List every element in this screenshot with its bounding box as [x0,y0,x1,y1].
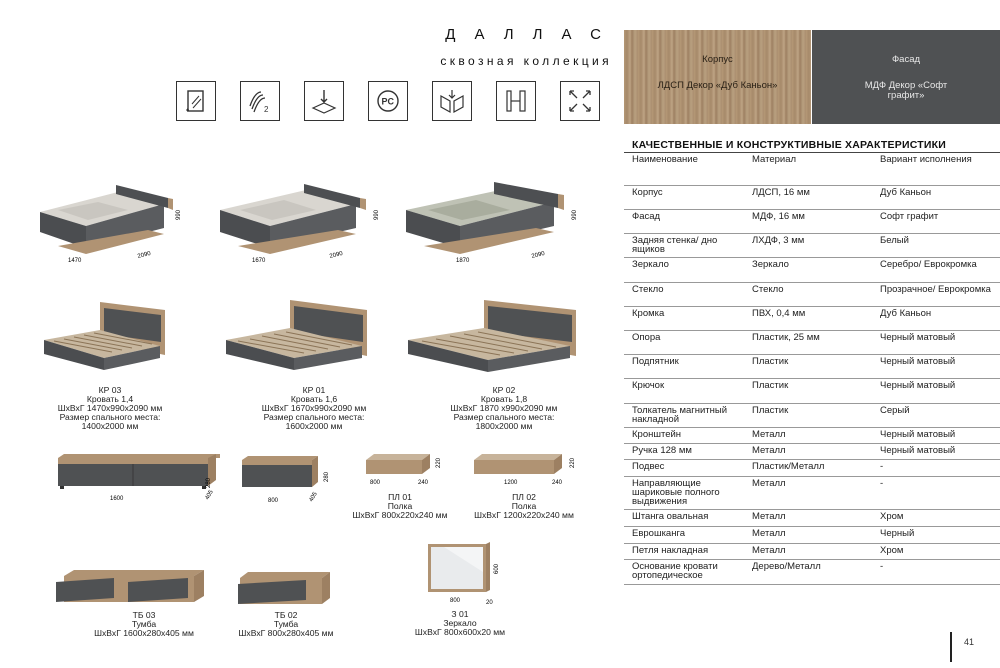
bed-dim-depth: 2090 [329,250,344,260]
spec-cell: ЛДСП, 16 мм [744,186,872,210]
bed-code: КР 02 [492,385,516,395]
mirror-caption [400,610,520,637]
feature-icons [176,81,600,121]
spec-cell: Пластик, 25 мм [744,331,872,355]
shelf-render-2 [470,450,582,492]
spec-cell: Петля накладная [624,544,744,560]
spec-cell: Зеркало [624,258,744,283]
bed-code: КР 01 [302,385,326,395]
spec-row [624,527,1000,544]
spec-row [624,444,1000,460]
spec-header-cell: Материал [744,153,872,186]
spec-table [624,152,1000,585]
spec-cell: Кронштейн [624,428,744,444]
spec-cell: ПВХ, 0,4 мм [744,307,872,331]
svg-text:PC: PC [381,96,395,107]
spec-row [624,379,1000,404]
shelf-size: ШхВхГ 800х220х240 мм [352,510,448,520]
spec-cell: Металл [744,444,872,460]
tv-dim-height-1-wrap [198,460,218,500]
spec-row [624,210,1000,234]
spec-header-cell: Вариант исполнения [872,153,1000,186]
tv-dim-depth: 405 [204,489,215,501]
spec-cell: Еврошканга [624,527,744,544]
mirror-size: ШхВхГ 800х600х20 мм [414,627,506,637]
tv-dim-height: 280 [324,471,330,482]
spec-cell: Дуб Каньон [872,307,1000,331]
bed-dim-depth: 2090 [137,250,152,260]
bed-dim-height: 990 [176,209,182,220]
bed-sleep-size: 1800х2000 мм [475,421,533,431]
tv-dim-height: 280 [206,477,212,488]
spec-cell: Стекло [744,283,872,307]
body-swatch [624,30,811,124]
shelf-size: ШхВхГ 1200х220х240 мм [474,510,574,520]
mirror-dim-height: 600 [494,563,500,574]
shelf-dim-width: 800 [370,480,381,486]
shelf-dim-depth: 240 [418,480,429,486]
bed-code: КР 03 [98,385,122,395]
facade-swatch-label: Фасад [891,54,921,65]
tv-unit-render-1 [50,452,220,504]
tv-dim-width: 1600 [110,496,124,502]
shelf-dim-width: 1200 [504,480,518,486]
bed-render-2 [218,180,388,265]
bed-render-1 [38,180,188,265]
spec-cell: Черный матовый [872,444,1000,460]
tv-name: Тумба [273,619,299,629]
bed-sleep-label: Размер спального места: [453,412,555,422]
spec-cell: Металл [744,510,872,527]
spec-cell: Стекло [624,283,744,307]
shelf-render-1 [360,450,455,492]
spec-row [624,258,1000,283]
tv-dim-width: 800 [268,498,279,504]
tv-dim-depth: 405 [308,491,319,503]
spec-cell: Металл [744,527,872,544]
bed-sleep-label: Размер спального места: [59,412,161,422]
bed-frame-3 [404,298,584,375]
tv-unit-open-2 [236,572,336,612]
spec-cell: Подвес [624,460,744,477]
spec-cell: Пластик [744,355,872,379]
tv-unit-open-1 [54,568,214,610]
collection-title: ДАЛЛАС [445,26,620,43]
spec-cell: Подпятник [624,355,744,379]
bed-dim-height: 990 [572,209,578,220]
spec-header-cell: Наименование [624,153,744,186]
spec-cell: Пластик/Металл [744,460,872,477]
shelf-dim-height: 220 [436,457,442,468]
spec-row [624,460,1000,477]
tv-code: ТБ 02 [274,610,298,620]
bed-caption-2 [244,386,384,431]
facade-swatch [812,30,1000,124]
bed-dim-width: 1870 [456,258,470,264]
facade-swatch-value: МДФ Декор «Софт графит» [864,80,948,101]
spec-row [624,234,1000,258]
bed-name: Кровать 1,4 [86,394,134,404]
spec-cell: Белый [872,234,1000,258]
bed-sleep-label: Размер спального места: [263,412,365,422]
tv-code: ТБ 03 [132,610,156,620]
tv-name: Тумба [131,619,157,629]
bed-dim-width: 1670 [252,258,266,264]
spec-cell: - [872,477,1000,510]
spec-cell: - [872,560,1000,585]
mirror-icon [432,81,472,121]
body-swatch-label: Корпус [702,54,733,65]
bed-caption-1 [40,386,180,431]
door-hinge-icon [496,81,536,121]
spec-cell: Толкатель магнитный накладной [624,404,744,428]
spec-cell: Корпус [624,186,744,210]
spec-cell: Черный матовый [872,379,1000,404]
shelf-code: ПЛ 02 [512,492,536,502]
spec-cell: Направляющие шариковые полного выдвижения [624,477,744,510]
spec-cell: Софт графит [872,210,1000,234]
spec-cell: Кромка [624,307,744,331]
mirror-dim-depth: 20 [486,600,493,606]
spec-title: КАЧЕСТВЕННЫЕ И КОНСТРУКТИВНЫЕ ХАРАКТЕРИСТИКИ [632,139,946,151]
spec-row [624,428,1000,444]
spec-cell: Пластик [744,404,872,428]
spec-row [624,355,1000,379]
spec-cell: Опора [624,331,744,355]
glass-icon [176,81,216,121]
spec-cell: Черный [872,527,1000,544]
bed-frame-1 [40,300,175,375]
spec-cell: Прозрачное/ Еврокромка [872,283,1000,307]
page-divider [950,632,952,662]
spec-row [624,510,1000,527]
lamination-e2-icon [240,81,280,121]
spec-row [624,544,1000,560]
bed-size: ШхВхГ 1470х990х2090 мм [57,403,163,413]
tv-caption-2 [226,611,346,638]
spec-cell: Черный матовый [872,355,1000,379]
spec-cell: Пластик [744,379,872,404]
shelf-caption-2 [468,493,580,520]
spec-row [624,283,1000,307]
mirror-render [424,542,504,610]
spec-cell: Ручка 128 мм [624,444,744,460]
bed-sleep-size: 1600х2000 мм [285,421,343,431]
spec-row [624,307,1000,331]
edge-banding-icon [304,81,344,121]
spec-cell: Металл [744,544,872,560]
spec-cell: Серый [872,404,1000,428]
spec-cell: Дерево/Металл [744,560,872,585]
spec-cell: ЛХДФ, 3 мм [744,234,872,258]
bed-frame-2 [222,298,377,375]
spec-cell: МДФ, 16 мм [744,210,872,234]
spec-cell: Металл [744,428,872,444]
shelf-code: ПЛ 01 [388,492,412,502]
bed-caption-3 [434,386,574,431]
tv-size: ШхВхГ 1600х280х405 мм [94,628,194,638]
bed-sleep-size: 1400х2000 мм [81,421,139,431]
spec-cell: Фасад [624,210,744,234]
spec-cell: Задняя стенка/ дно ящиков [624,234,744,258]
bed-size: ШхВхГ 1870 х990х2090 мм [450,403,558,413]
spec-cell: Серебро/ Еврокромка [872,258,1000,283]
assembly-icon [560,81,600,121]
spec-cell: Хром [872,544,1000,560]
mirror-dim-width: 800 [450,598,461,604]
spec-cell: Зеркало [744,258,872,283]
bed-dim-depth: 2090 [531,250,546,260]
tv-unit-render-2 [238,456,338,506]
spec-cell: Штанга овальная [624,510,744,527]
body-swatch-value: ЛДСП Декор «Дуб Каньон» [657,80,778,91]
spec-row [624,404,1000,428]
bed-render-3 [404,178,584,266]
bed-name: Кровать 1,8 [480,394,528,404]
bed-dim-height: 990 [374,209,380,220]
mirror-code: З 01 [451,609,469,619]
tv-caption-1 [84,611,204,638]
spec-row [624,477,1000,510]
spec-cell: - [872,460,1000,477]
shelf-dim-depth: 240 [552,480,563,486]
bed-dim-width: 1470 [68,258,82,264]
bed-size: ШхВхГ 1670х990х2090 мм [261,403,367,413]
bed-name: Кровать 1,6 [290,394,338,404]
spec-row [624,331,1000,355]
svg-text:2: 2 [264,105,269,114]
quality-certificate-icon [368,81,408,121]
mirror-name: Зеркало [443,618,477,628]
shelf-dim-height: 220 [570,457,576,468]
shelf-caption-1 [345,493,455,520]
page-number: 41 [964,637,975,647]
spec-header-row [624,153,1000,186]
spec-row [624,560,1000,585]
spec-row [624,186,1000,210]
spec-cell: Основание кровати ортопедическое [624,560,744,585]
spec-cell: Черный матовый [872,331,1000,355]
spec-cell: Металл [744,477,872,510]
tv-size: ШхВхГ 800х280х405 мм [238,628,334,638]
spec-cell: Крючок [624,379,744,404]
spec-cell: Черный матовый [872,428,1000,444]
shelf-name: Полка [387,501,413,511]
spec-cell: Хром [872,510,1000,527]
spec-cell: Дуб Каньон [872,186,1000,210]
collection-subtitle: сквозная коллекция [440,54,612,68]
shelf-name: Полка [511,501,537,511]
